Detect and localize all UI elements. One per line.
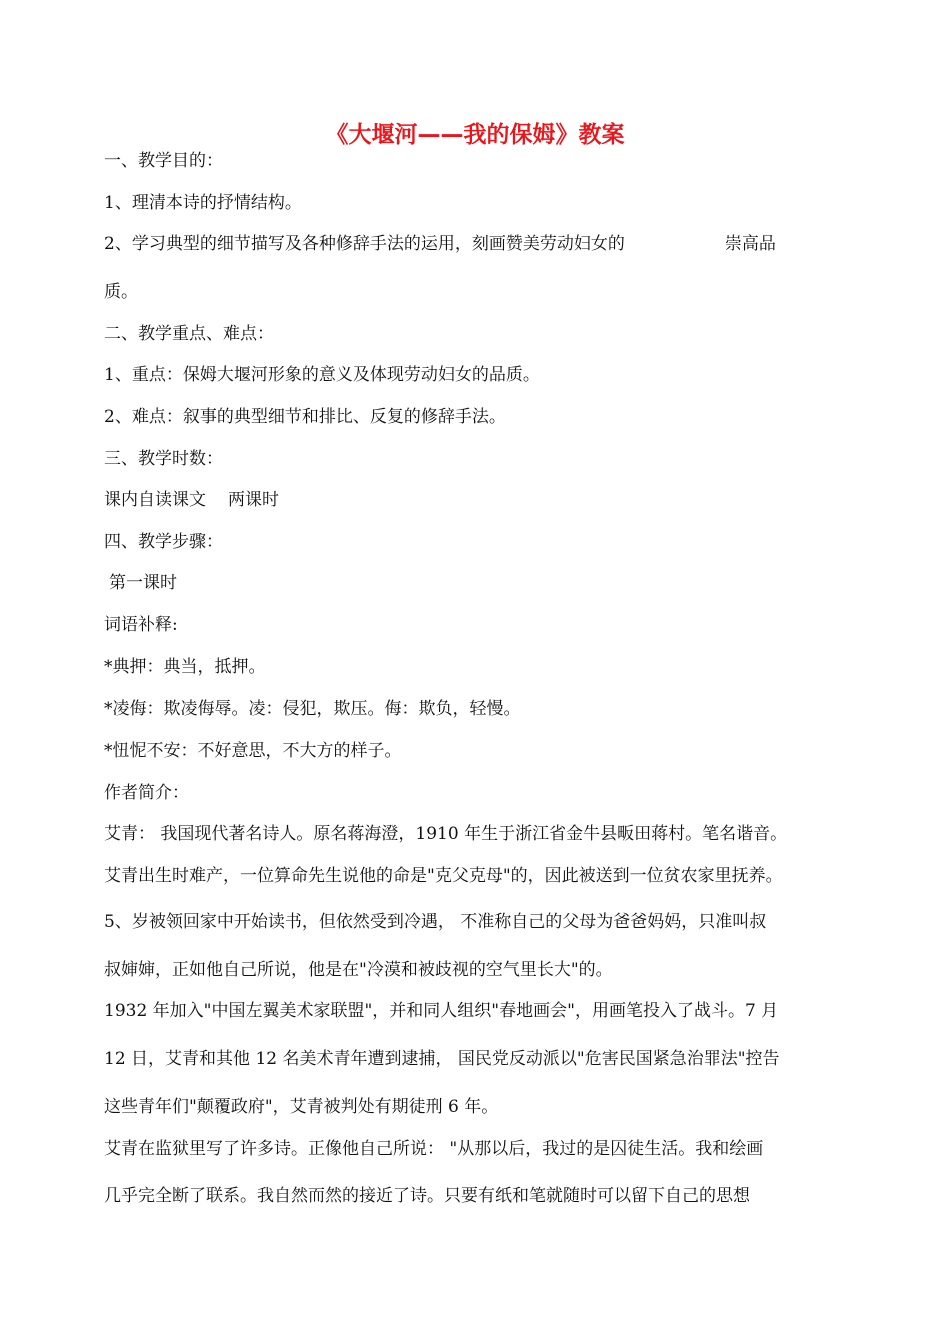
author-heading: 作者简介： [104, 783, 189, 803]
vocabulary-item: *忸怩不安：不好意思，不大方的样子。 [104, 741, 402, 761]
vocabulary-item: *典押：典当，抵押。 [104, 657, 266, 677]
hours-line [104, 488, 279, 512]
author-paragraph-line: 叔婶婶，正如他自己所说，他是在"冷漠和被歧视的空气里长大"的。 [104, 960, 613, 980]
vocabulary-item: *凌侮：欺凌侮辱。凌：侵犯，欺压。侮：欺负，轻慢。 [104, 699, 521, 719]
objective-2-text: 2、学习典型的细节描写及各种修辞手法的运用，刻画赞美劳动妇女的 [104, 234, 625, 254]
objective-2 [104, 232, 776, 256]
hours-value: 两课时 [228, 490, 279, 510]
section-heading-objectives: 一、教学目的： [104, 151, 223, 171]
key-point: 1、重点：保姆大堰河形象的意义及体现劳动妇女的品质。 [104, 365, 540, 385]
lesson-one-heading: 第一课时 [109, 573, 177, 593]
objective-2-tail: 崇高品 [724, 234, 776, 254]
author-paragraph-line: 艾青出生时难产，一位算命先生说他的命是"克父克母"的，因此被送到一位贫农家里抚养。 [104, 866, 783, 886]
author-paragraph-line: 12 日，艾青和其他 12 名美术青年遭到逮捕， 国民党反动派以"危害民国紧急治罪法"控告 [104, 1049, 780, 1069]
difficult-point: 2、难点：叙事的典型细节和排比、反复的修辞手法。 [104, 407, 506, 427]
section-heading-hours: 三、教学时数： [104, 449, 223, 469]
objective-2-continued: 质。 [104, 282, 138, 302]
author-paragraph-line: 这些青年们"颠覆政府"，艾青被判处有期徒刑 6 年。 [104, 1097, 499, 1117]
vocabulary-heading: 词语补释: [104, 615, 178, 635]
section-heading-steps: 四、教学步骤： [104, 532, 223, 552]
author-paragraph-line: 1932 年加入"中国左翼美术家联盟"，并和同人组织"春地画会"，用画笔投入了战斗。7 月 [104, 1001, 779, 1021]
author-paragraph-line: 几乎完全断了联系。我自然而然的接近了诗。只要有纸和笔就随时可以留下自己的思想 [104, 1186, 750, 1206]
author-paragraph-line: 5、岁被领回家中开始读书，但依然受到冷遇， 不准称自己的父母为爸爸妈妈，只准叫叔 [104, 912, 767, 932]
document-title: 《大堰河——我的保姆》教案 [325, 122, 625, 148]
objective-1: 1、理清本诗的抒情结构。 [104, 193, 302, 213]
author-paragraph-line: 艾青： 我国现代著名诗人。原名蒋海澄，1910 年生于浙江省金牛县畈田蒋村。笔名谐音。 [104, 824, 788, 844]
hours-label: 课内自读课文 [104, 490, 206, 510]
author-paragraph-line: 艾青在监狱里写了许多诗。正像他自己所说： "从那以后，我过的是囚徒生活。我和绘画 [104, 1139, 764, 1159]
section-heading-key-points: 二、教学重点、难点： [104, 324, 274, 344]
